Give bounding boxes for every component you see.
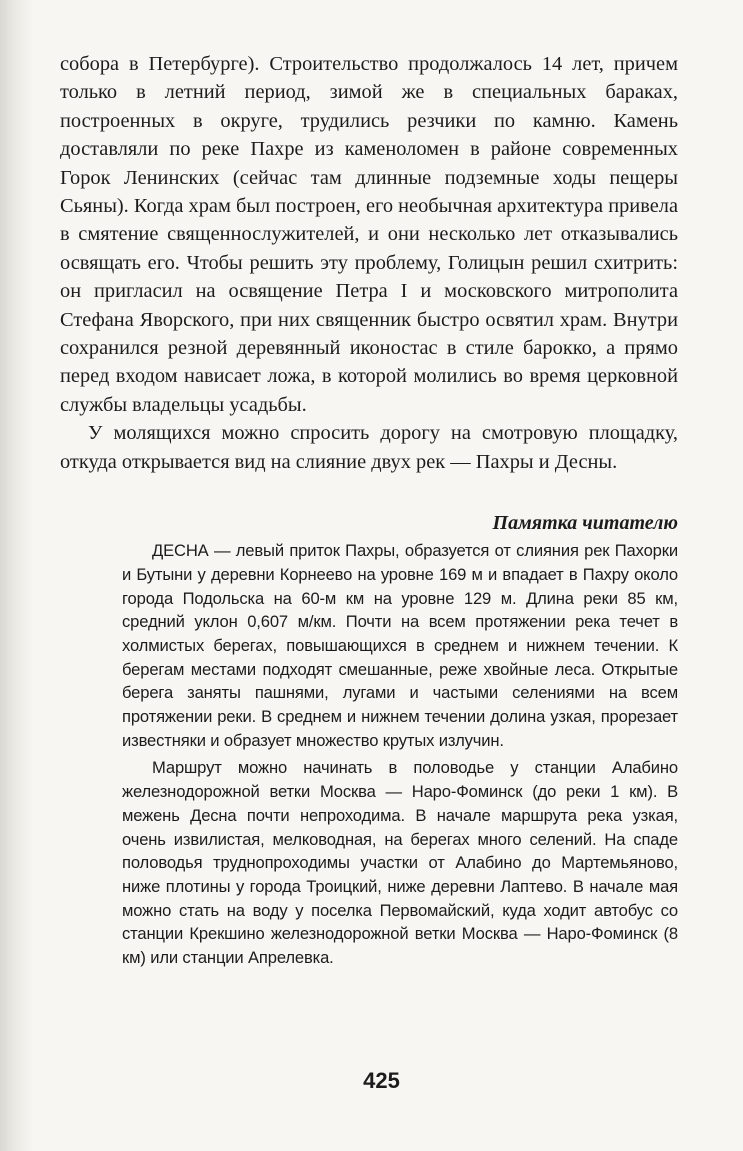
- paragraph: У молящихся можно спросить дорогу на смотровую площадку, откуда открывается вид на слияние двух рек — Пахры и Десны.: [60, 422, 678, 473]
- reader-note-paragraph: ДЕСНА — левый приток Пахры, образуется от слияния рек Пахорки и Бутыни у деревни Корнеево на уровне 169 м и впадает в Пахру около города Подольска на 60-м км на уровне 129 м. Длина реки 85 км, средний уклон 0,607 м/км. Почти на всем протяжении река течет в холмистых берегах, повышающихся в среднем и нижнем течении. К берегам местами подходят смешанные, реже хвойные леса. Открытые берега заняты пашнями, лугами и частыми селениями на всем протяжении реки. В среднем и нижнем течении долина узкая, прорезает известняки и образует множество крутых излучин.: [122, 541, 678, 750]
- reader-note-paragraph: Маршрут можно начинать в половодье у станции Алабино железнодорожной ветки Москва — Наро-Фоминск (до реки 1 км). В межень Десна почти непроходима. В начале маршрута река узкая, очень извилистая, мелководная, на берегах много селений. На спаде половодья труднопроходимы участки от Алабино до Мартемьяново, ниже плотины у города Троицкий, ниже деревни Лаптево. В начале мая можно стать на воду у поселка Первомайский, куда ходит автобус со станции Крекшино железнодорожной ветки Москва — Наро-Фоминск (8 км) или станции Апрелевка.: [122, 758, 678, 968]
- main-text: [60, 50, 678, 476]
- book-page: [60, 50, 678, 970]
- reader-note: [122, 539, 678, 970]
- page-number: 425: [363, 1068, 400, 1093]
- paragraph: собора в Петербурге). Строительство продолжалось 14 лет, причем только в летний период, зимой же в специальных бараках, построенных в округе, трудились резчики по камню. Камень доставляли по реке Пахре из каменоломен в районе современных Горок Ленинских (сейчас там длинные подземные ходы пещеры Сьяны). Когда храм был построен, его необычная архитектура привела в смятение священнослужителей, и они несколько лет отказывались освящать его. Чтобы решить эту проблему, Голицын решил схитрить: он пригласил на освящение Петра I и московского митрополита Стефана Яворского, при них священник быстро освятил храм. Внутри сохранился резной деревянный иконостас в стиле барокко, а прямо перед входом нависает ложа, в которой молились во время церковной службы владельцы усадьбы.: [60, 53, 679, 416]
- reader-note-title: Памятка читателю: [492, 512, 678, 535]
- page-edge-shadow: [0, 0, 34, 1151]
